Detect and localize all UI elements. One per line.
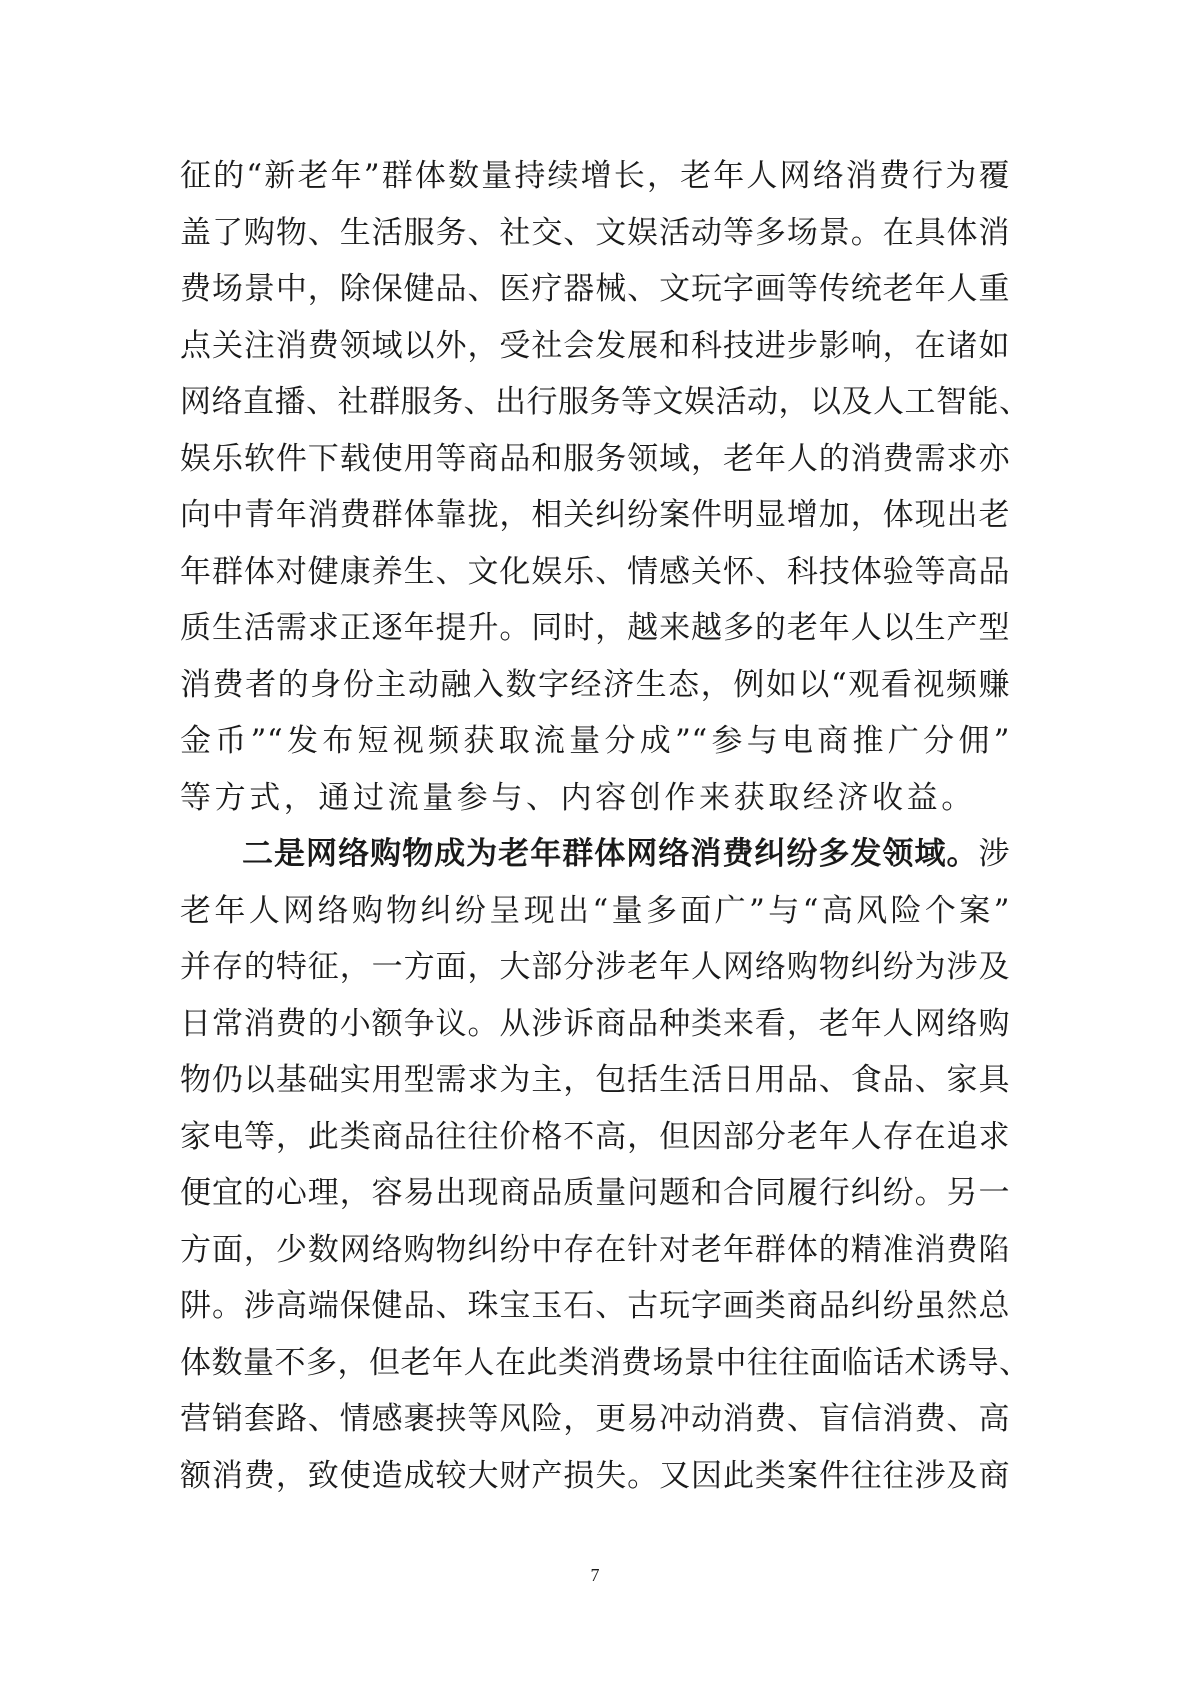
paragraph-2-heading: 二是网络购物成为老年群体网络消费纠纷多发领域。 bbox=[242, 836, 979, 872]
text-line: 便宜的心理，容易出现商品质量问题和合同履行纠纷。另一 bbox=[180, 1175, 1010, 1211]
text-line: 向中青年消费群体靠拢，相关纠纷案件明显增加，体现出老 bbox=[180, 497, 1010, 533]
page-number: 7 bbox=[590, 1565, 600, 1585]
text-line: 物仍以基础实用型需求为主，包括生活日用品、食品、家具 bbox=[180, 1062, 1010, 1098]
text-line: 方面，少数网络购物纠纷中存在针对老年群体的精准消费陷 bbox=[180, 1231, 1010, 1268]
paragraph-2-first-line-rest: 涉 bbox=[978, 836, 1010, 872]
text-line: 日常消费的小额争议。从涉诉商品种类来看，老年人网络购 bbox=[180, 1005, 1010, 1042]
paragraph-2-first-line bbox=[180, 826, 1010, 883]
text-line: 点关注消费领域以外，受社会发展和科技进步影响，在诸如 bbox=[180, 327, 1010, 364]
text-line: 费场景中，除保健品、医疗器械、文玩字画等传统老年人重 bbox=[180, 271, 1010, 307]
body-text bbox=[180, 148, 1031, 1504]
text-line: 消费者的身份主动融入数字经济生态，例如以“观看视频赚 bbox=[180, 666, 1010, 703]
text-line: 阱。涉高端保健品、珠宝玉石、古玩字画类商品纠纷虽然总 bbox=[180, 1288, 1010, 1324]
text-line: 老年人网络购物纠纷呈现出“量多面广”与“高风险个案” bbox=[180, 892, 1010, 929]
text-line: 征的“新老年”群体数量持续增长，老年人网络消费行为覆 bbox=[180, 158, 1010, 194]
text-line: 体数量不多，但老年人在此类消费场景中往往面临话术诱导、 bbox=[180, 1344, 1031, 1381]
text-line: 年群体对健康养生、文化娱乐、情感关怀、科技体验等高品 bbox=[180, 553, 1010, 590]
text-line: 质生活需求正逐年提升。同时，越来越多的老年人以生产型 bbox=[180, 610, 1010, 646]
text-line: 并存的特征，一方面，大部分涉老年人网络购物纠纷为涉及 bbox=[180, 949, 1010, 985]
paragraph-2 bbox=[180, 826, 1031, 1504]
paragraph-1 bbox=[180, 148, 1031, 826]
text-line: 盖了购物、生活服务、社交、文娱活动等多场景。在具体消 bbox=[180, 214, 1010, 251]
text-line: 金币”“发布短视频获取流量分成”“参与电商推广分佣” bbox=[180, 723, 1010, 759]
text-line: 额消费，致使造成较大财产损失。又因此类案件往往涉及商 bbox=[180, 1457, 1010, 1494]
text-line: 家电等，此类商品往往价格不高，但因部分老年人存在追求 bbox=[180, 1118, 1010, 1155]
text-line: 娱乐软件下载使用等商品和服务领域，老年人的消费需求亦 bbox=[180, 440, 1010, 477]
text-line: 网络直播、社群服务、出行服务等文娱活动，以及人工智能、 bbox=[180, 384, 1031, 420]
text-line: 营销套路、情感裹挟等风险，更易冲动消费、盲信消费、高 bbox=[180, 1401, 1010, 1437]
text-line: 等方式，通过流量参与、内容创作来获取经济收益。 bbox=[180, 779, 976, 816]
